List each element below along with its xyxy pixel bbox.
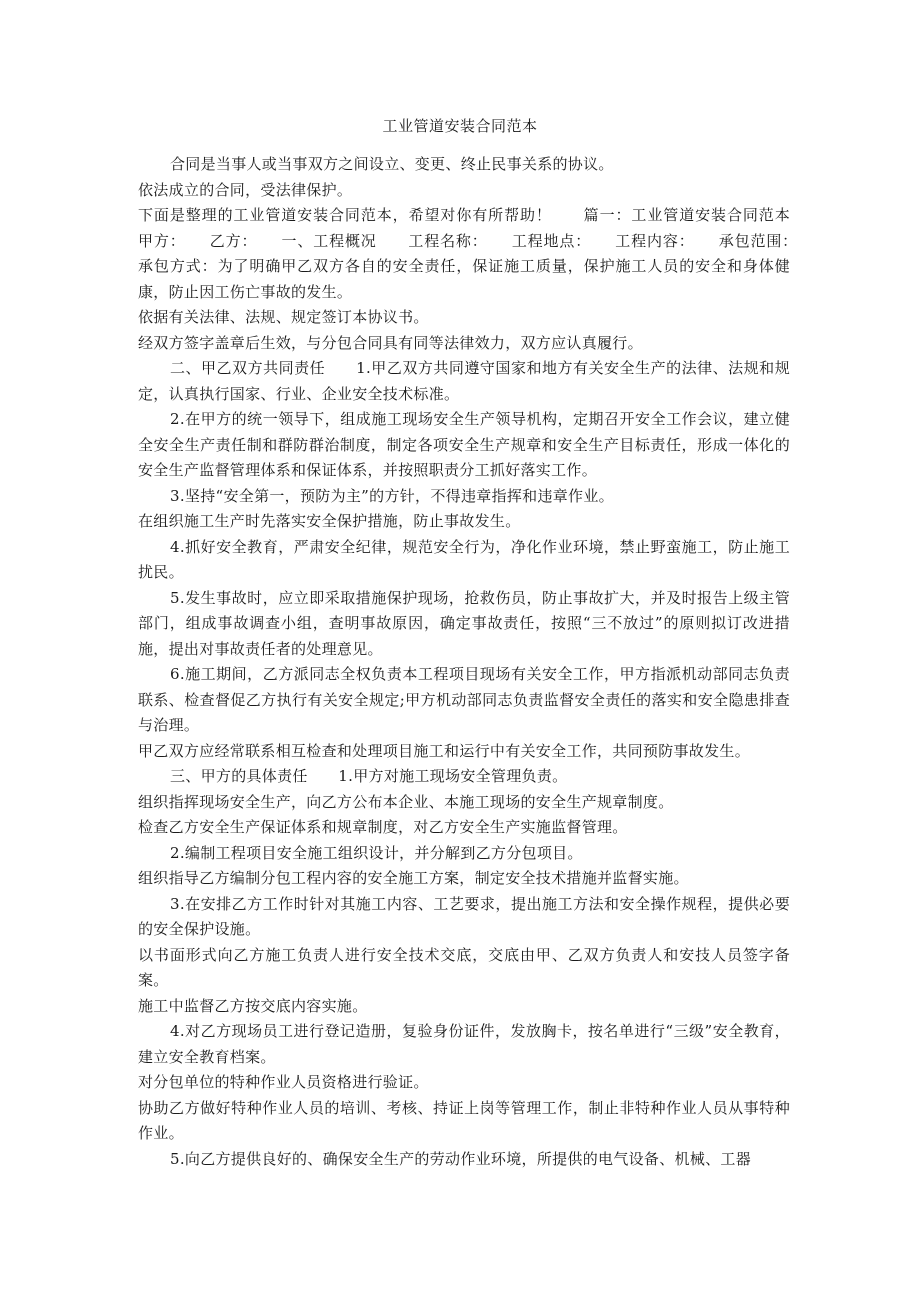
paragraph: 5.向乙方提供良好的、确保安全生产的劳动作业环境，所提供的电气设备、机械、工器 [170,1149,752,1168]
paragraph: 3.坚持“安全第一，预防为主”的方针，不得违章指挥和违章作业。 [170,486,614,505]
paragraph: 3.在安排乙方工作时针对其施工内容、工艺要求，提出施工方法和安全操作规程，提供必要的安全保护设施。 [138,894,790,938]
paragraph: 经双方签字盖章后生效，与分包合同具有同等法律效力，双方应认真履行。 [138,333,643,352]
paragraph: 组织指导乙方编制分包工程内容的安全施工方案，制定安全技术措施并监督实施。 [138,869,689,887]
paragraph: 依据有关法律、法规、规定签订本协议书。 [138,308,429,326]
paragraph: 2.编制工程项目安全施工组织设计，并分解到乙方分包项目。 [170,843,583,862]
paragraph: 协助乙方做好特种作业人员的培训、考核、持证上岗等管理工作，制止非特种作业人员从事特种作业。 [138,1098,790,1142]
document-body [138,152,821,1172]
paragraph: 依法成立的合同，受法律保护。 [138,180,353,199]
paragraph: 组织指挥现场安全生产，向乙方公布本企业、本施工现场的安全生产规章制度。 [138,792,674,811]
paragraph: 4.抓好安全教育，严肃安全纪律，规范安全行为，净化作业环境，禁止野蛮施工，防止施工扰民。 [138,537,790,581]
paragraph: 施工中监督乙方按交底内容实施。 [138,996,368,1015]
paragraph: 检查乙方安全生产保证体系和规章制度，对乙方安全生产实施监督管理。 [138,818,628,836]
paragraph: 甲乙双方应经常联系相互检查和处理项目施工和运行中有关安全工作，共同预防事故发生。 [138,741,751,760]
paragraph: 2.在甲方的统一领导下，组成施工现场安全生产领导机构，定期召开安全工作会议，建立健全安全生产责任制和群防群治制度，制定各项安全生产规章和安全生产目标责任，形成一体化的安全生产监督管理体系和保证体系，并按照职责分工抓好落实工作。 [138,410,790,479]
paragraph: 合同是当事人或当事双方之间设立、变更、终止民事关系的协议。 [170,155,614,173]
paragraph: 对分包单位的特种作业人员资格进行验证。 [138,1073,429,1091]
document-title: 工业管道安装合同范本 [382,117,538,135]
paragraph: 三、甲方的具体责任 1.甲方对施工现场安全管理负责。 [170,767,568,785]
paragraph: 4.对乙方现场员工进行登记造册，复验身份证件，发放胸卡，按名单进行“三级”安全教育，建立安全教育档案。 [138,1022,790,1066]
paragraph: 在组织施工生产时先落实安全保护措施，防止事故发生。 [138,512,521,530]
paragraph: 下面是整理的工业管道安装合同范本，希望对你有所帮助！ 篇一：工业管道安装合同范本 甲方： 乙方： 一、工程概况 工程名称： 工程地点： 工程内容： 承包范围： 承包方式：为了明确甲乙双方各自的安全责任，保证施工质量，保护施工人员的安全和身体健康，防止因工伤亡事故的发生。 [138,206,821,301]
paragraph: 6.施工期间，乙方派同志全权负责本工程项目现场有关安全工作，甲方指派机动部同志负责联系、检查督促乙方执行有关安全规定;甲方机动部同志负责监督安全责任的落实和安全隐患排查与治理。 [138,665,790,734]
paragraph: 二、甲乙双方共同责任 1.甲乙双方共同遵守国家和地方有关安全生产的法律、法规和规定，认真执行国家、行业、企业安全技术标准。 [138,359,790,403]
paragraph: 5.发生事故时，应立即采取措施保护现场，抢救伤员，防止事故扩大，并及时报告上级主管部门，组成事故调查小组，查明事故原因，确定事故责任，按照“三不放过”的原则拟订改进措施，提出对事故责任者的处理意见。 [138,588,790,658]
paragraph: 以书面形式向乙方施工负责人进行安全技术交底，交底由甲、乙双方负责人和安技人员签字备案。 [138,945,790,989]
